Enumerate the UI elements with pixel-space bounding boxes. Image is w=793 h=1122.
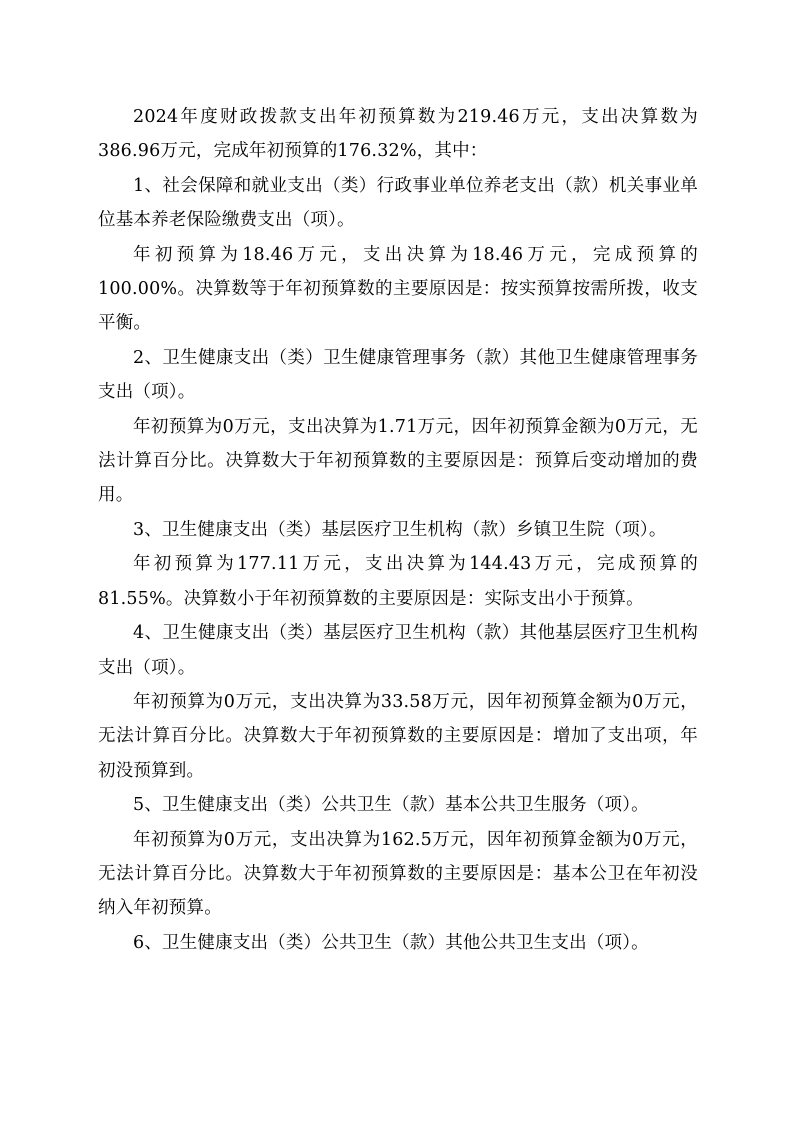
item-4-detail: 年初预算为0万元，支出决算为33.58万元，因年初预算金额为0万元，无法计算百分比。决算数大于年初预算数的主要原因是：增加了支出项，年初没预算到。 [98,691,698,781]
item-3-detail: 年初预算为177.11万元，支出决算为144.43万元，完成预算的81.55%。决算数小于年初预算数的主要原因是：实际支出小于预算。 [98,554,698,609]
document-body [98,100,698,960]
item-2-heading: 2、卫生健康支出（类）卫生健康管理事务（款）其他卫生健康管理事务支出（项）。 [98,347,698,403]
item-4-heading: 4、卫生健康支出（类）基层医疗卫生机构（款）其他基层医疗卫生机构支出（项）。 [98,623,698,678]
item-3-heading: 3、卫生健康支出（类）基层医疗卫生机构（款）乡镇卫生院（项）。 [133,519,667,540]
item-5-heading: 5、卫生健康支出（类）公共卫生（款）基本公共卫生服务（项）。 [133,795,649,816]
item-6-heading: 6、卫生健康支出（类）公共卫生（款）其他公共卫生支出（项）。 [133,932,649,953]
item-2-detail: 年初预算为0万元，支出决算为1.71万元，因年初预算金额为0万元，无法计算百分比。决算数大于年初预算数的主要原因是：预算后变动增加的费用。 [98,416,698,506]
summary-paragraph: 2024年度财政拨款支出年初预算数为219.46万元，支出决算数为386.96万元，完成年初预算的176.32%，其中： [98,107,698,162]
item-5-detail: 年初预算为0万元，支出决算为162.5万元，因年初预算金额为0万元，无法计算百分比。决算数大于年初预算数的主要原因是：基本公卫在年初没纳入年初预算。 [98,829,698,919]
item-1-detail: 年初预算为18.46万元，支出决算为18.46万元，完成预算的100.00%。决算数等于年初预算数的主要原因是：按实预算按需所拨，收支平衡。 [98,244,698,334]
item-1-heading: 1、社会保障和就业支出（类）行政事业单位养老支出（款）机关事业单位基本养老保险缴费支出（项）。 [98,175,698,231]
